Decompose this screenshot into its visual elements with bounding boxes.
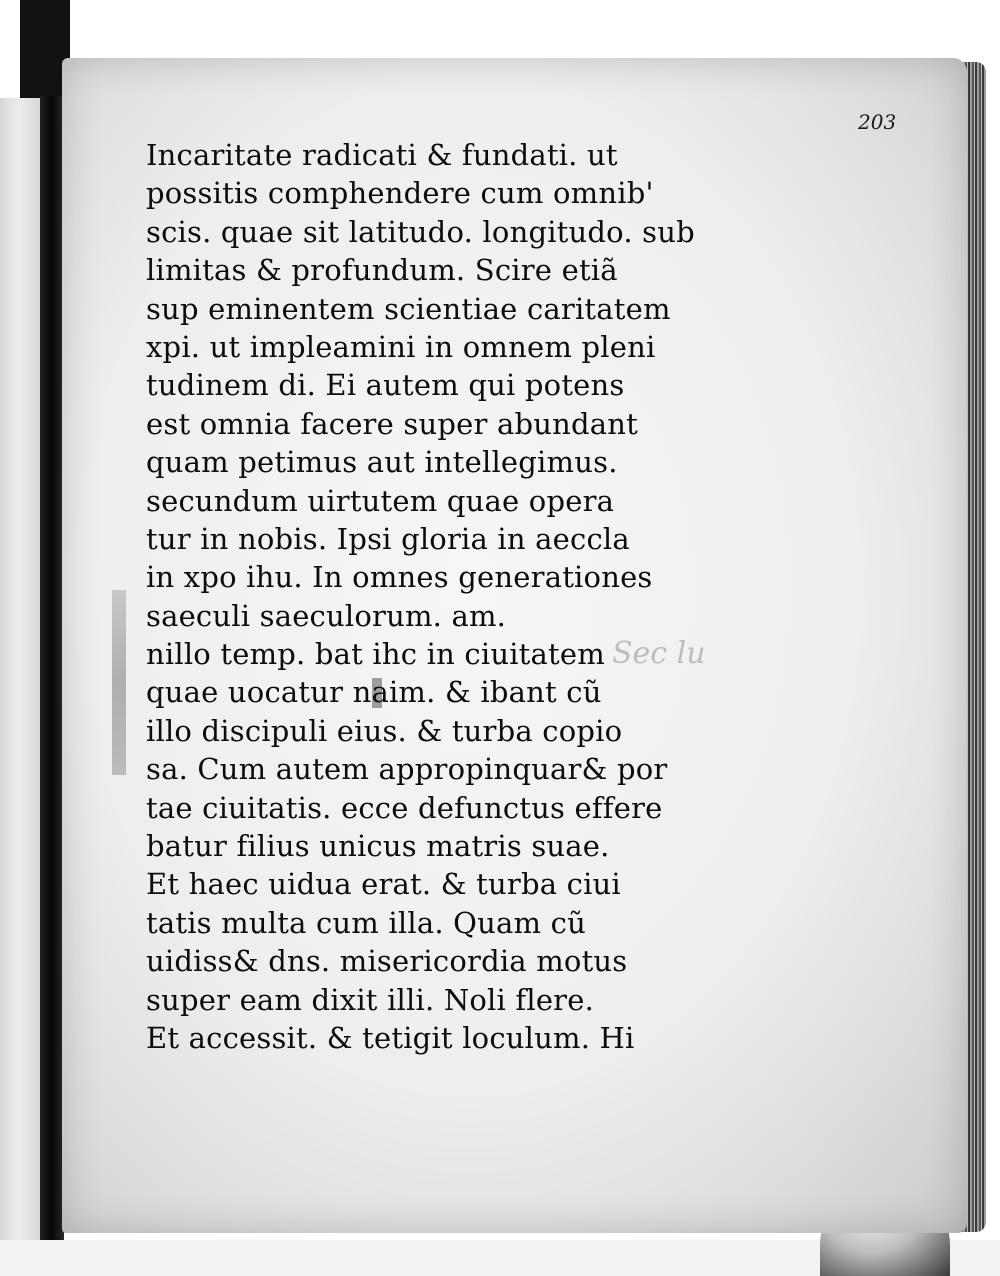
text-line: Et haec uidua erat. & turba ciui xyxy=(146,867,621,902)
text-line: tur in nobis. Ipsi gloria in aeccla xyxy=(146,521,630,556)
text-line: batur filius unicus matris suae. xyxy=(146,829,610,864)
text-line: possitis comphendere cum omnib' xyxy=(146,176,654,211)
folio-number: 203 xyxy=(858,110,897,134)
text-line: quam petimus aut intellegimus. xyxy=(146,445,618,480)
text-line: Et accessit. & tetigit loculum. Hi xyxy=(146,1020,635,1055)
text-line: illo discipuli eius. & turba copio xyxy=(146,713,623,748)
text-line: tudinem di. Ei autem qui potens xyxy=(146,368,625,403)
text-line: uidiss& dns. misericordia motus xyxy=(146,944,628,979)
text-line: xpi. ut impleamini in omnem pleni xyxy=(146,329,656,364)
text-line: scis. quae sit latitudo. longitudo. sub xyxy=(146,214,695,249)
faded-initial-i xyxy=(112,590,126,775)
text-line: tatis multa cum illa. Quam cũ xyxy=(146,905,586,940)
text-line: sa. Cum autem appropinquar& por xyxy=(146,752,668,787)
text-line: secundum uirtutem quae opera xyxy=(146,483,615,518)
text-line: limitas & profundum. Scire etiã xyxy=(146,253,618,288)
text-line: in xpo ihu. In omnes generationes xyxy=(146,560,653,595)
text-line: super eam dixit illi. Noli flere. xyxy=(146,982,595,1017)
manuscript-text xyxy=(146,136,806,1057)
text-line: tae ciuitatis. ecce defunctus effere xyxy=(146,790,663,825)
book-gutter xyxy=(40,96,64,1246)
text-line: Incaritate radicati & fundati. ut xyxy=(146,138,618,172)
faded-rubric: Sec lu xyxy=(612,636,706,671)
text-line: saeculi saeculorum. am. xyxy=(146,598,507,633)
text-line: quae uocatur naim. & ibant cũ xyxy=(146,675,602,710)
text-line: sup eminentem scientiae caritatem xyxy=(146,291,671,326)
text-line: nillo temp. bat ihc in ciuitatem xyxy=(146,637,605,672)
text-line: est omnia facere super abundant xyxy=(146,406,638,441)
